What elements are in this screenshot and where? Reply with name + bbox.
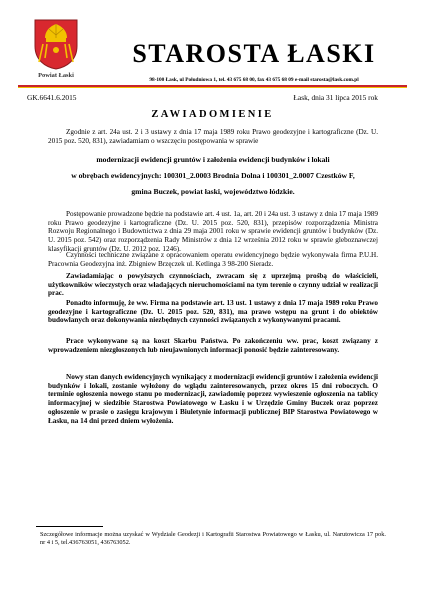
footer-info: Szczegółowe informacje można uzyskać w Wydziale Geodezji i Kartografii Starostwa Powiatowego w Łasku, ul. Narutowicza 17 pok. nr 4 i 5, tel.436763051, 436763052. — [40, 531, 386, 546]
notification-paragraph: Zawiadamiając o powyższych czynnościach, zwracam się z uprzejmą prośbą do właścicieli, użytkowników wieczystych oraz władających nieruchomościami na tym terenie o czynny udział w realizacji prac. — [48, 272, 378, 298]
reference-number: GK.6641.6.2015 — [27, 93, 77, 102]
notice-heading: ZAWIADOMIENIE — [151, 109, 274, 120]
coat-of-arms-icon — [33, 18, 79, 70]
legal-basis-paragraph: Postępowanie prowadzone będzie na podstawie art. 4 ust. 1a, art. 20 i 24a ust. 3 ustawy z dnia 17 maja 1989 roku Prawo geodezyjne i kartograficzne (Dz. U. 2015 poz. 520, 831), przepisów rozporządzenia Ministra Rozwoju Regionalnego i Budownictwa z dnia 29 maja 2001 roku w sprawie ewidencji gruntów i budynków (Dz. U. 2015 poz. 542) oraz rozporządzenia Rady Ministrów z dnia 12 września 2012 roku w sprawie gleboznawczej klasyfikacji gruntów (Dz. U. 2012 poz. 1246). — [48, 210, 378, 253]
footer-rule — [36, 526, 103, 527]
crest-caption: Powiat Łaski — [38, 72, 74, 79]
office-title: STAROSTA ŁASKI — [132, 39, 376, 68]
contractor-paragraph: Czynności techniczne związane z opracowaniem operatu ewidencyjnego będzie wykonywała firma P.U.H. Pracownia Geodezyjna inż. Zbigniew Brzęczek ul. Ketlinga 3 98-200 Sieradz. — [48, 251, 378, 268]
public-display-paragraph: Nowy stan danych ewidencyjnych wynikający z modernizacji ewidencji gruntów i założenia ewidencji budynków i lokali, zostanie wyłożony do wglądu zainteresowanych, przez okres 15 dni roboczych. O terminie ogłoszenia nowego stanu po modernizacji, zawiadomię poprzez wywieszenie ogłoszenia na tablicy informacyjnej w siedzibie Starostwa Powiatowego w Łasku i w Urzędzie Gminy Buczek oraz poprzez ogłoszenie w prasie o zasięgu krajowym i Biuletynie informacji publicznej BIP Starostwa Powiatowego w Łasku, na 14 dni przed dniem wyłożenia. — [48, 373, 378, 425]
subject-line-3: gmina Buczek, powiat łaski, województwo łódzkie. — [131, 187, 295, 196]
subject-line-1: modernizacji ewidencji gruntów i założenia ewidencji budynków i lokali — [96, 155, 330, 164]
subject-line-2: w obrębach ewidencyjnych: 100301_2.0003 Brodnia Dolna i 100301_2.0007 Czestków F, — [71, 171, 355, 180]
access-rights-paragraph: Ponadto informuję, że ww. Firma na podstawie art. 13 ust. 1 ustawy z dnia 17 maja 1989 roku Prawo geodezyjne i kartograficzne (Dz. U. 2015 poz. 520, 831), ma prawo wstępu na grunt i do obiektów budowlanych oraz dokonywania niezbędnych czynności związanych z wykonywanymi pracami. — [48, 299, 378, 325]
contact-line: 98-100 Łask, ul Południowa 1, tel. 43 675 68 00, fax 43 675 68 09 e-mail starosta@lask.com.pl — [149, 77, 359, 83]
place-date: Łask, dnia 31 lipca 2015 rok — [293, 93, 378, 102]
cost-paragraph: Prace wykonywane są na koszt Skarbu Państwa. Po zakończeniu ww. prac, koszt związany z wprowadzeniem niezgłoszonych lub nieujawnionych informacji ponosić będzie zainteresowany. — [48, 337, 378, 354]
header-rule-yellow — [18, 87, 407, 89]
intro-paragraph: Zgodnie z art. 24a ust. 2 i 3 ustawy z dnia 17 maja 1989 roku Prawo geodezyjne i kartograficzne (Dz. U. 2015 poz. 520, 831), zawiadamiam o wszczęciu postępowania w sprawie — [48, 128, 378, 145]
